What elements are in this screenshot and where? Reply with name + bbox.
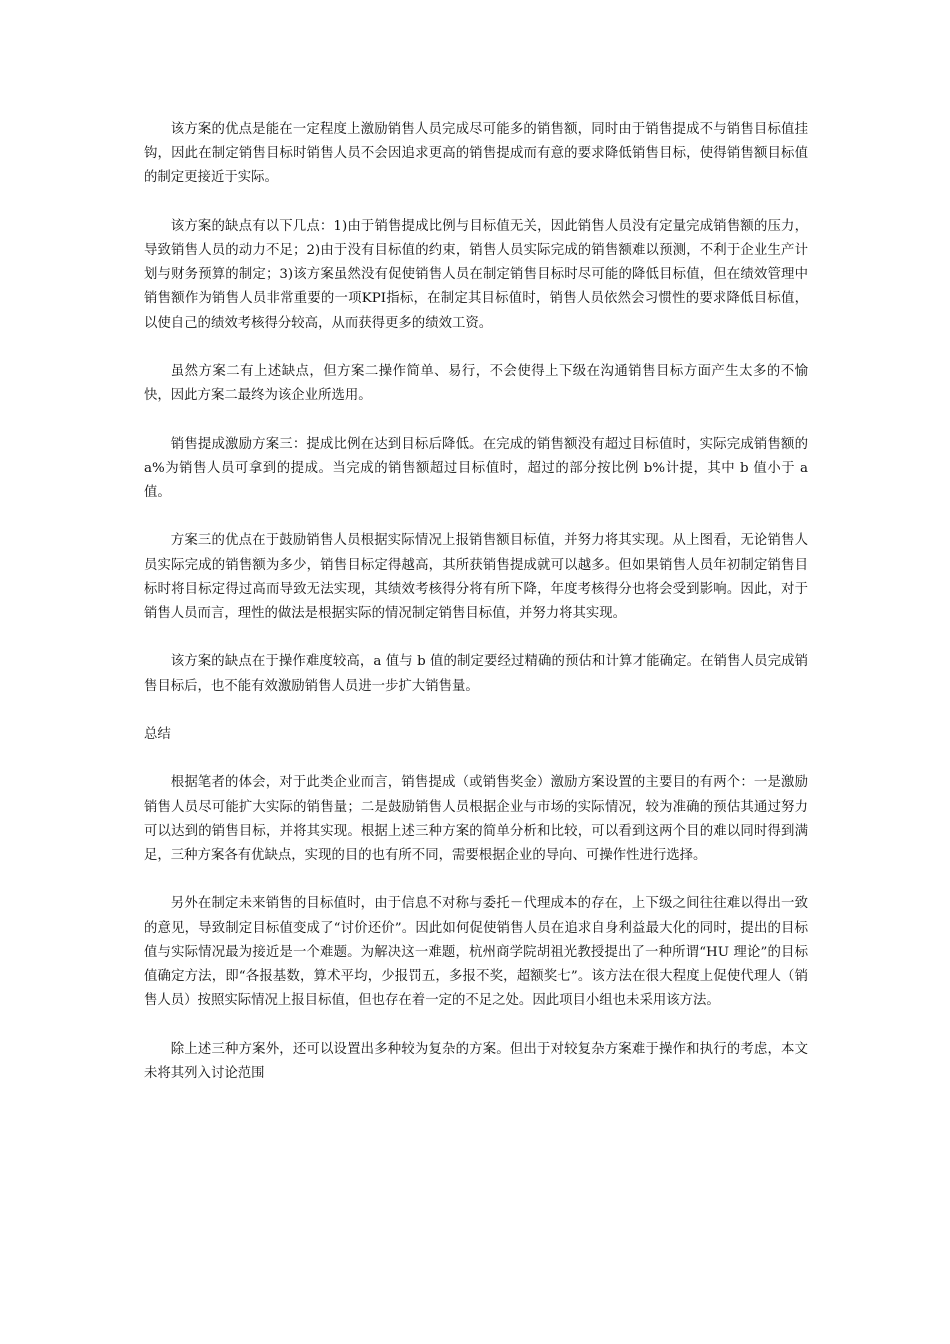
paragraph-plan-two-adopted: 虽然方案二有上述缺点，但方案二操作简单、易行，不会使得上下级在沟通销售目标方面产生太多的不愉快，因此方案二最终为该企业所选用。: [144, 364, 808, 404]
paragraph-summary-hu-theory: 另外在制定未来销售的目标值时，由于信息不对称与委托－代理成本的存在，上下级之间往往难以得出一致的意见，导致制定目标值变成了“讨价还价”。因此如何促使销售人员在追求自身利益最大化的同时，提出的目标值与实际情况最为接近是一个难题。为解决这一难题，杭州商学院胡祖光教授提出了一种所谓“HU 理论”的目标值确定方法，即“各报基数，算术平均，少报罚五，多报不奖，超额奖七”。该方法在很大程度上促使代理人（销售人员）按照实际情况上报目标值，但也存在着一定的不足之处。因此项目小组也未采用该方法。: [144, 896, 808, 1009]
summary-heading: 总结: [144, 726, 171, 742]
paragraph-advantages-plan-two: 该方案的优点是能在一定程度上激励销售人员完成尽可能多的销售额，同时由于销售提成不与销售目标值挂钩，因此在制定销售目标时销售人员不会因追求更高的销售提成而有意的要求降低销售目标，使得销售额目标值的制定更接近于实际。: [144, 122, 808, 186]
paragraph-plan-three: 销售提成激励方案三：提成比例在达到目标后降低。在完成的销售额没有超过目标值时，实际完成销售额的 a%为销售人员可拿到的提成。当完成的销售额超过目标值时，超过的部分按比例 b%计提，其中 b 值小于 a 值。: [144, 436, 808, 500]
paragraph-advantages-plan-three: 方案三的优点在于鼓励销售人员根据实际情况上报销售额目标值，并努力将其实现。从上图看，无论销售人员实际完成的销售额为多少，销售目标定得越高，其所获销售提成就可以越多。但如果销售人员年初制定销售目标时将目标定得过高而导致无法实现，其绩效考核得分将有所下降，年度考核得分也将会受到影响。因此，对于销售人员而言，理性的做法是根据实际的情况制定销售目标值，并努力将其实现。: [144, 533, 808, 621]
document-body: [144, 118, 808, 1110]
paragraph-disadvantages-plan-two: 该方案的缺点有以下几点：1)由于销售提成比例与目标值无关，因此销售人员没有定量完成销售额的压力，导致销售人员的动力不足；2)由于没有目标值的约束，销售人员实际完成的销售额难以预测，不利于企业生产计划与财务预算的制定；3)该方案虽然没有促使销售人员在制定销售目标时尽可能的降低目标值，但在绩效管理中销售额作为销售人员非常重要的一项KPI指标，在制定其目标值时，销售人员依然会习惯性的要求降低目标值，以使自己的绩效考核得分较高，从而获得更多的绩效工资。: [144, 218, 808, 331]
paragraph-disadvantages-plan-three: 该方案的缺点在于操作难度较高，a 值与 b 值的制定要经过精确的预估和计算才能确定。在销售人员完成销售目标后，也不能有效激励销售人员进一步扩大销售量。: [144, 654, 808, 694]
paragraph-summary-other-plans: 除上述三种方案外，还可以设置出多种较为复杂的方案。但出于对较复杂方案难于操作和执行的考虑，本文未将其列入讨论范围: [144, 1041, 808, 1081]
paragraph-summary-goals: 根据笔者的体会，对于此类企业而言，销售提成（或销售奖金）激励方案设置的主要目的有两个：一是激励销售人员尽可能扩大实际的销售量；二是鼓励销售人员根据企业与市场的实际情况，较为准确的预估其通过努力可以达到的销售目标，并将其实现。根据上述三种方案的简单分析和比较，可以看到这两个目的难以同时得到满足，三种方案各有优缺点，实现的目的也有所不同，需要根据企业的导向、可操作性进行选择。: [144, 775, 808, 863]
